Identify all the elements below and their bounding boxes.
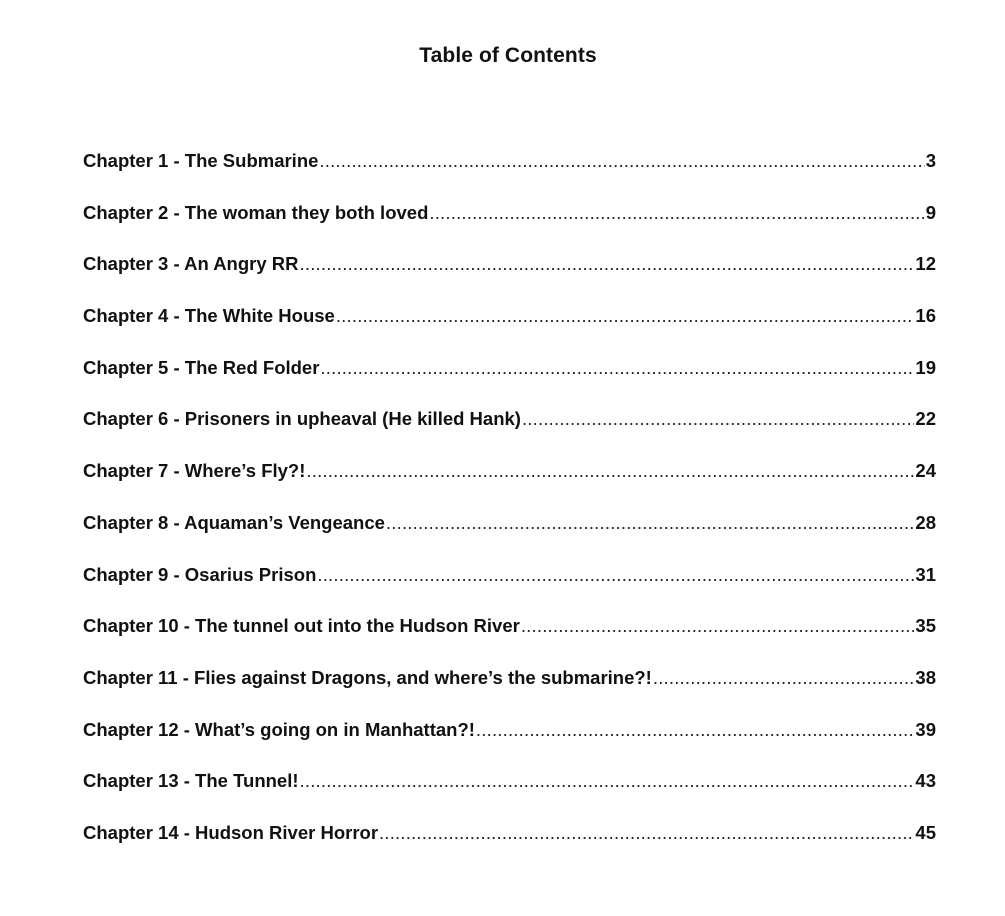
- toc-entry-title: Chapter 1 - The Submarine: [83, 150, 319, 171]
- dot-leader: [336, 305, 915, 327]
- dot-leader: [653, 667, 915, 689]
- toc-entry-title: Chapter 10 - The tunnel out into the Hudson River: [83, 615, 520, 637]
- toc-entry: [83, 770, 936, 822]
- toc-entry: [83, 305, 936, 357]
- toc-entry-page: 16: [915, 305, 936, 327]
- toc-entry-page: 9: [925, 201, 936, 223]
- toc-entry-page: 3: [925, 150, 936, 171]
- toc-entry: [83, 150, 936, 202]
- dot-leader: [319, 150, 924, 172]
- toc-entry: [83, 408, 936, 460]
- toc-entry: [83, 615, 936, 667]
- toc-entry-title: Chapter 14 - Hudson River Horror: [83, 821, 379, 843]
- toc-entry: [83, 667, 936, 719]
- toc-entry: [83, 357, 936, 409]
- dot-leader: [320, 357, 914, 379]
- toc-entry-title: Chapter 8 - Aquaman’s Vengeance: [83, 511, 385, 533]
- toc-entry-title: Chapter 11 - Flies against Dragons, and where’s the submarine?!: [83, 666, 652, 688]
- toc-entry-title: Chapter 9 - Osarius Prison: [83, 563, 317, 585]
- toc-entry: [83, 512, 936, 564]
- toc-entry: [83, 460, 936, 512]
- dot-leader: [476, 719, 915, 741]
- toc-entry-page: 19: [915, 356, 936, 378]
- toc-entry-page: 12: [915, 253, 936, 275]
- toc-entry-title: Chapter 7 - Where’s Fly?!: [83, 460, 306, 482]
- toc-entry-page: 38: [915, 666, 936, 688]
- toc-entry-page: 22: [915, 408, 936, 430]
- toc-entry-page: 28: [915, 511, 936, 533]
- toc-entry-page: 43: [915, 770, 936, 792]
- toc-entry: [83, 564, 936, 616]
- dot-leader: [386, 512, 915, 534]
- toc-entry-title: Chapter 4 - The White House: [83, 305, 335, 327]
- dot-leader: [306, 460, 914, 482]
- toc-entry-title: Chapter 6 - Prisoners in upheaval (He killed Hank): [83, 408, 521, 430]
- toc-list: [83, 150, 936, 874]
- dot-leader: [522, 408, 914, 430]
- toc-entry-page: 45: [915, 821, 936, 843]
- toc-entry-page: 35: [915, 615, 936, 637]
- toc-entry-title: Chapter 3 - An Angry RR: [83, 253, 299, 275]
- dot-leader: [300, 253, 915, 275]
- toc-entry-title: Chapter 12 - What’s going on in Manhattan?!: [83, 718, 475, 740]
- toc-entry: [83, 822, 936, 874]
- toc-entry-title: Chapter 5 - The Red Folder: [83, 356, 320, 378]
- toc-entry: [83, 202, 936, 254]
- dot-leader: [300, 770, 915, 792]
- toc-entry-title: Chapter 13 - The Tunnel!: [83, 770, 299, 792]
- toc-entry-page: 31: [915, 563, 936, 585]
- toc-entry-page: 24: [915, 460, 936, 482]
- toc-entry: [83, 253, 936, 305]
- toc-entry-page: 39: [915, 718, 936, 740]
- dot-leader: [429, 202, 924, 224]
- dot-leader: [317, 564, 914, 586]
- dot-leader: [521, 615, 915, 637]
- dot-leader: [379, 822, 914, 844]
- toc-entry-title: Chapter 2 - The woman they both loved: [83, 201, 429, 223]
- page-title: Table of Contents: [419, 44, 597, 67]
- toc-entry: [83, 719, 936, 771]
